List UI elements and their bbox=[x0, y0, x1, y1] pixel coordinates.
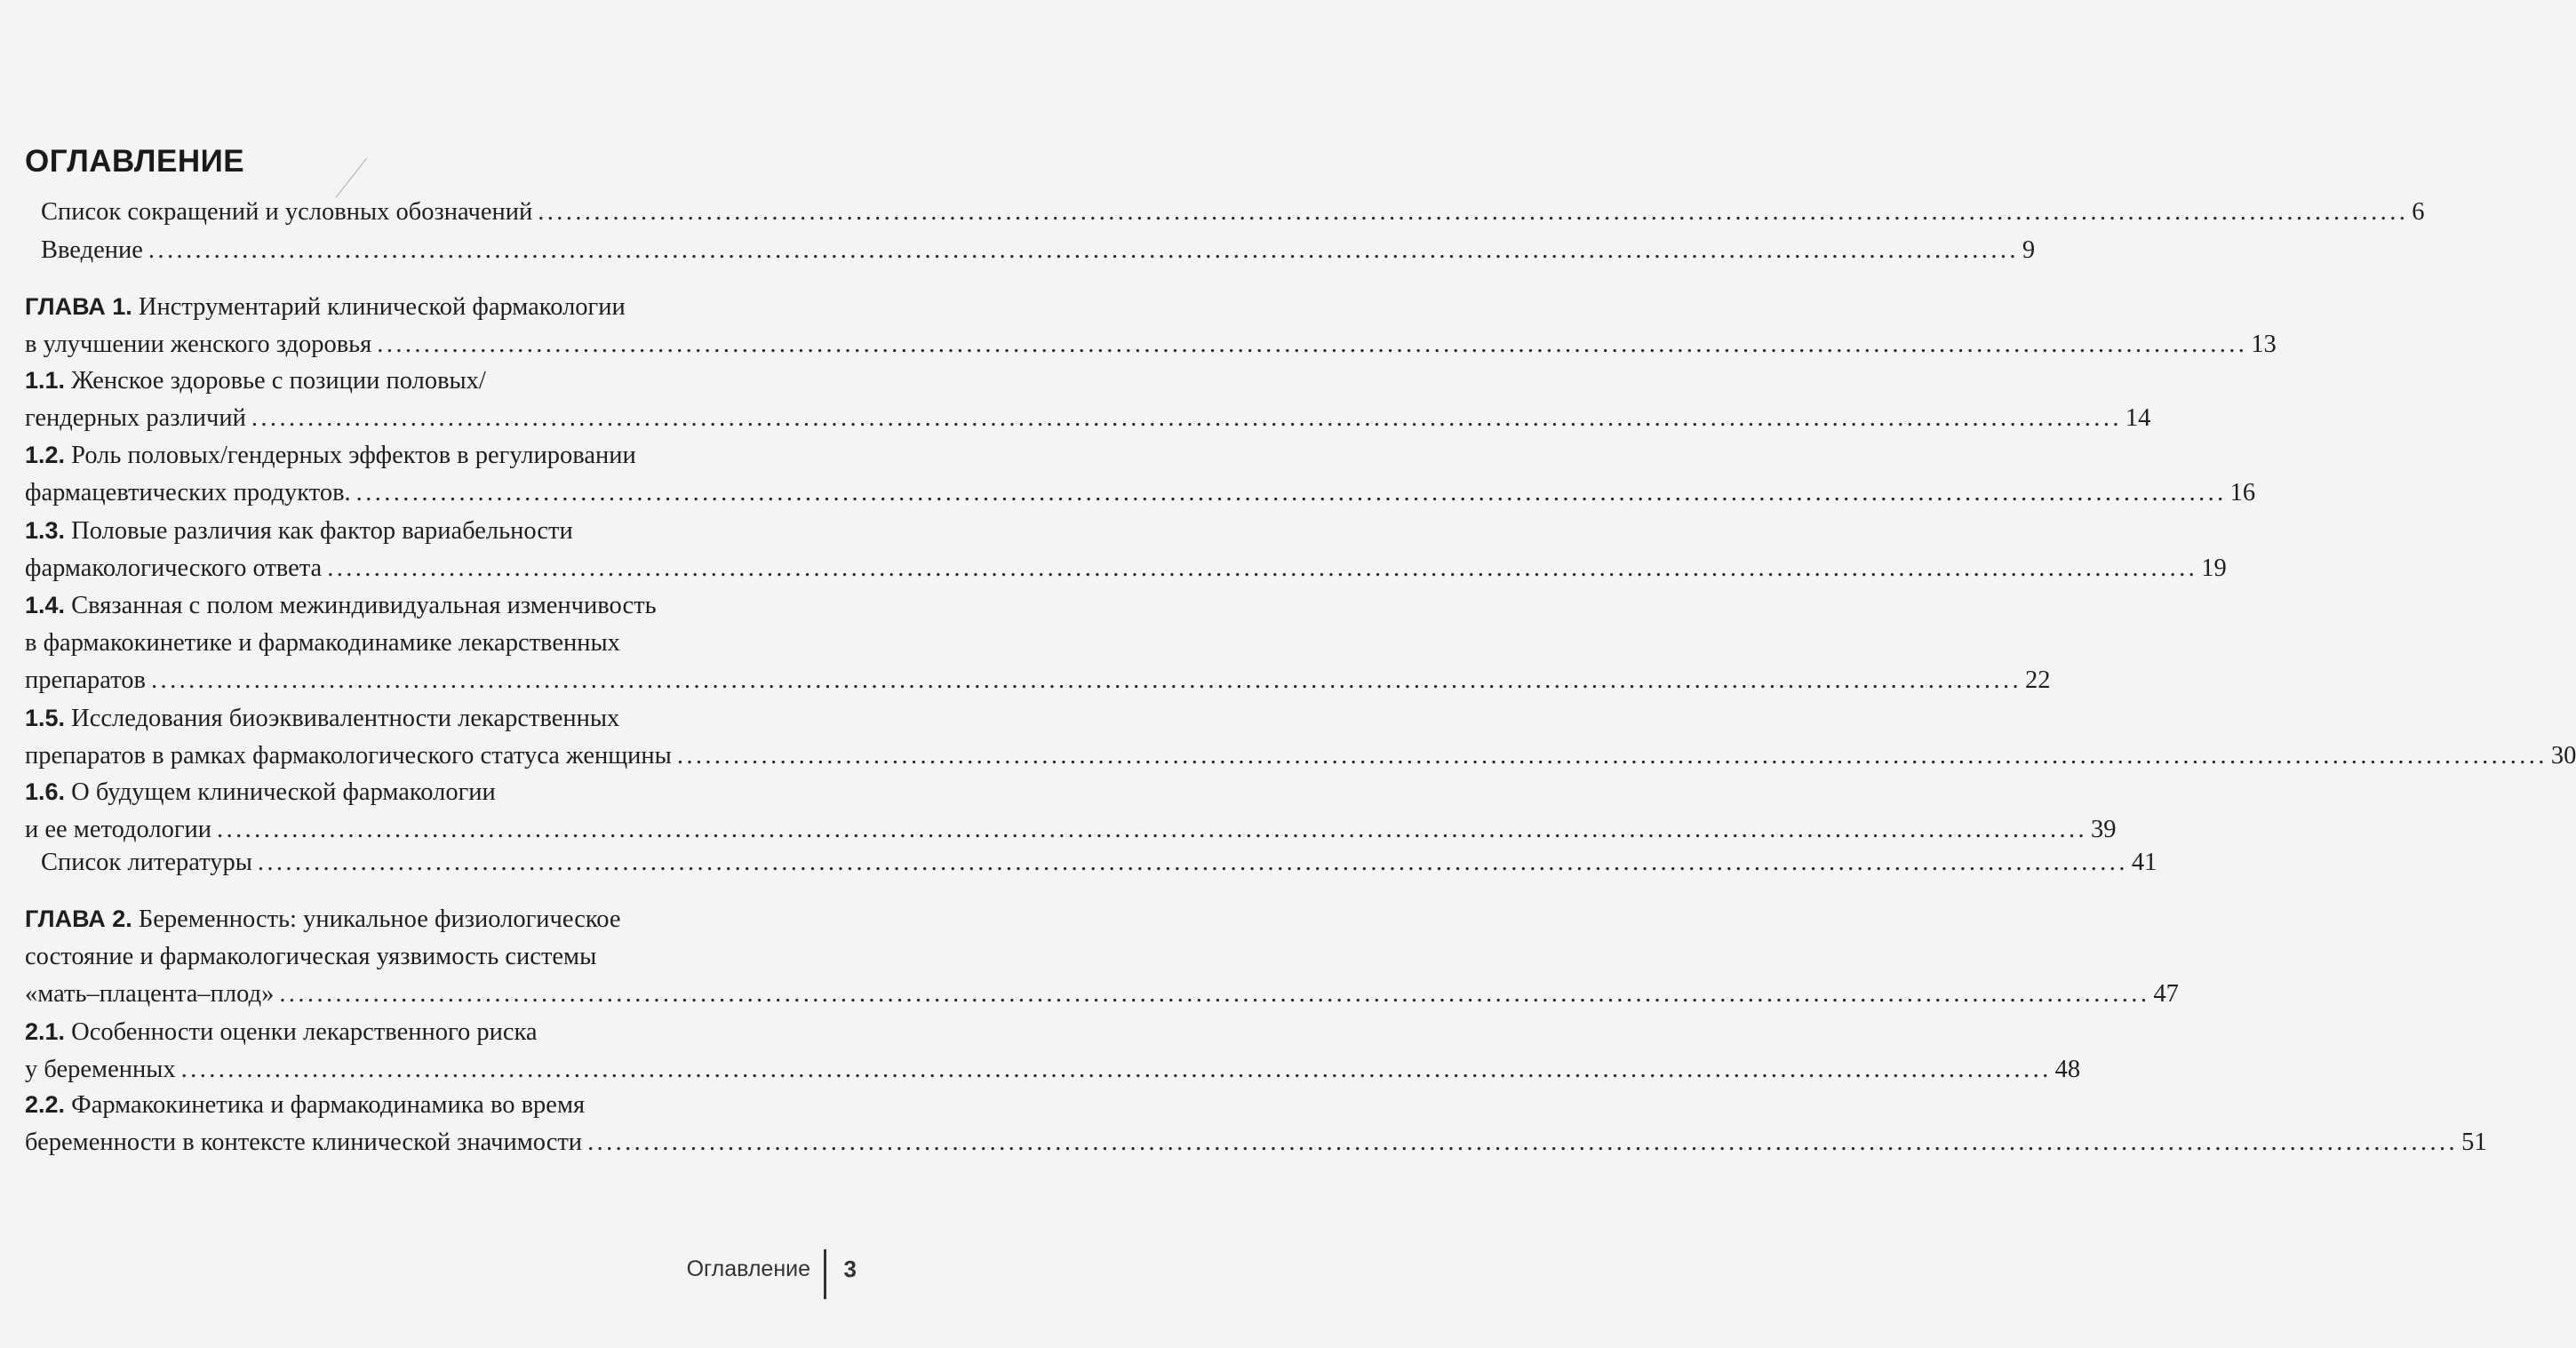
toc-entry-number: 1.3. bbox=[25, 517, 66, 544]
toc-entry-title: беременности в контексте клинической значимости bbox=[25, 1129, 583, 1156]
toc-entry-line bbox=[25, 625, 835, 662]
toc-entry-last-line bbox=[25, 232, 2036, 269]
toc-entry-line bbox=[25, 938, 835, 976]
dot-leader: ........................................................................................................................................................................................................ bbox=[217, 816, 2088, 843]
toc-entry-last-line bbox=[25, 550, 2227, 587]
toc-entry-title: и ее методологии bbox=[25, 816, 212, 843]
toc-entry[interactable] bbox=[25, 362, 2151, 437]
toc-entry-number: ГЛАВА 1. bbox=[25, 293, 132, 320]
toc-entry-last-line bbox=[25, 662, 2051, 699]
toc-entry-last-line bbox=[25, 400, 2151, 437]
toc-entry-number: 1.5. bbox=[25, 705, 66, 731]
toc-entry-line bbox=[25, 436, 835, 475]
toc-entry-last-line bbox=[25, 1124, 2487, 1161]
toc-entry-page: 39 bbox=[2091, 816, 2117, 843]
toc-entry-page: 19 bbox=[2201, 554, 2227, 582]
toc-entry[interactable] bbox=[25, 773, 2117, 849]
toc-entry-line bbox=[25, 362, 835, 400]
toc-entry-title: Исследования биоэквивалентности лекарственных bbox=[71, 705, 620, 732]
dot-leader: ........................................................................................................................................................................................................ bbox=[251, 404, 2122, 432]
toc-entry-title: Введение bbox=[41, 236, 143, 264]
toc-entry-page: 9 bbox=[2022, 236, 2036, 264]
toc-entry-last-line bbox=[25, 326, 2277, 363]
toc-entry-title: гендерных различий bbox=[25, 404, 246, 432]
toc-entry-title: «мать–плацента–плод» bbox=[25, 980, 275, 1008]
toc-entry-last-line bbox=[25, 475, 2256, 512]
toc-entry-line bbox=[25, 1013, 835, 1051]
toc-entry-title: у беременных bbox=[25, 1056, 176, 1083]
toc-entry-title: Женское здоровье с позиции половых/ bbox=[71, 367, 486, 395]
toc-entry-last-line bbox=[25, 194, 2425, 231]
toc-entry-page: 47 bbox=[2153, 980, 2179, 1008]
toc-entry-title: Беременность: уникальное физиологическое bbox=[138, 905, 621, 933]
toc-entry[interactable] bbox=[25, 512, 2227, 587]
toc-entry[interactable] bbox=[25, 699, 2576, 775]
toc-entry-last-line bbox=[25, 738, 2576, 775]
page-number: 3 bbox=[843, 1256, 857, 1282]
toc-entry[interactable] bbox=[25, 1013, 2081, 1089]
toc-entry-title: фармацевтических продуктов. bbox=[25, 479, 351, 506]
toc-entry-title: Особенности оценки лекарственного риска bbox=[71, 1018, 538, 1046]
toc-entry-page: 6 bbox=[2412, 198, 2425, 226]
toc-entry-title: Половые различия как фактор вариабельности bbox=[71, 517, 573, 545]
toc-entry-number: 1.4. bbox=[25, 592, 66, 618]
dot-leader: ........................................................................................................................................................................................................ bbox=[538, 198, 2409, 226]
dot-leader: ........................................................................................................................................................................................................ bbox=[257, 849, 2128, 876]
toc-entry-page: 48 bbox=[2054, 1056, 2081, 1083]
toc-entry-number: 1.6. bbox=[25, 778, 66, 805]
dot-leader: ........................................................................................................................................................................................................ bbox=[377, 331, 2248, 358]
toc-entry-page: 16 bbox=[2229, 479, 2256, 506]
toc-title: ОГЛАВЛЕНИЕ bbox=[25, 144, 245, 179]
dot-leader: ........................................................................................................................................................................................................ bbox=[676, 742, 2548, 770]
dot-leader: ........................................................................................................................................................................................................ bbox=[355, 479, 2227, 506]
toc-entry-line bbox=[25, 586, 835, 625]
toc-entry-title: Список сокращений и условных обозначений bbox=[41, 198, 533, 226]
toc-entry[interactable] bbox=[25, 194, 2425, 231]
toc-entry-page: 41 bbox=[2131, 849, 2157, 876]
toc-entry-title: препаратов в рамках фармакологического статуса женщины bbox=[25, 742, 672, 770]
toc-entry-line bbox=[25, 1086, 835, 1124]
toc-entry[interactable] bbox=[25, 436, 2256, 512]
toc-entry-last-line bbox=[25, 844, 2157, 881]
toc-entry-line bbox=[25, 288, 835, 326]
toc-entry-number: 1.2. bbox=[25, 442, 66, 468]
dot-leader: ........................................................................................................................................................................................................ bbox=[148, 236, 2019, 264]
toc-entry-title: препаратов bbox=[25, 666, 147, 694]
toc-entry[interactable] bbox=[25, 232, 2036, 269]
toc-entry-title: Инструментарий клинической фармакологии bbox=[138, 293, 626, 321]
toc-entry-title: О будущем клинической фармакологии bbox=[71, 778, 496, 806]
toc-entry[interactable] bbox=[25, 900, 2179, 1013]
toc-entry-last-line bbox=[25, 811, 2117, 849]
toc-entry-page: 30 bbox=[2550, 742, 2576, 770]
toc-entry-title: в улучшении женского здоровья bbox=[25, 331, 372, 358]
toc-entry[interactable] bbox=[25, 1086, 2487, 1161]
footer-divider bbox=[824, 1249, 826, 1299]
page-footer bbox=[658, 1244, 862, 1297]
toc-entry-line bbox=[25, 900, 835, 938]
toc-entry-number: 1.1. bbox=[25, 367, 66, 394]
toc-entry[interactable] bbox=[25, 288, 2277, 363]
dot-leader: ........................................................................................................................................................................................................ bbox=[327, 554, 2198, 582]
toc-entry-number: 2.1. bbox=[25, 1018, 66, 1045]
toc-entry-page: 14 bbox=[2125, 404, 2151, 432]
toc-entry-title: Фармакокинетика и фармакодинамика во время bbox=[71, 1091, 586, 1119]
dot-leader: ........................................................................................................................................................................................................ bbox=[151, 666, 2022, 694]
toc-entry-number: 2.2. bbox=[25, 1091, 66, 1118]
dot-leader: ........................................................................................................................................................................................................ bbox=[587, 1129, 2459, 1156]
toc-entry-title: Список литературы bbox=[41, 849, 252, 876]
toc-entry-title: фармакологического ответа bbox=[25, 554, 323, 582]
toc-entry-line bbox=[25, 773, 835, 811]
toc-entry-number: ГЛАВА 2. bbox=[25, 905, 132, 932]
toc-entry-last-line bbox=[25, 976, 2179, 1013]
dot-leader: ........................................................................................................................................................................................................ bbox=[180, 1056, 2052, 1083]
toc-entry-line bbox=[25, 699, 835, 738]
toc-entry[interactable] bbox=[25, 844, 2157, 881]
toc-entry-title: в фармакокинетике и фармакодинамике лекарственных bbox=[25, 629, 620, 657]
page-crease bbox=[336, 158, 367, 198]
toc-entry-title: Связанная с полом межиндивидуальная изменчивость bbox=[71, 592, 657, 619]
toc-entry-line bbox=[25, 512, 835, 550]
toc-entry-title: состояние и фармакологическая уязвимость системы bbox=[25, 943, 597, 970]
running-header-label: Оглавление bbox=[686, 1256, 810, 1281]
dot-leader: ........................................................................................................................................................................................................ bbox=[279, 980, 2150, 1008]
toc-entry-last-line bbox=[25, 1051, 2081, 1089]
toc-entry-page: 13 bbox=[2251, 331, 2277, 358]
toc-entry-page: 22 bbox=[2025, 666, 2051, 694]
toc-entry-title: Роль половых/гендерных эффектов в регулировании bbox=[71, 442, 636, 469]
toc-entry[interactable] bbox=[25, 586, 2051, 699]
toc-entry-page: 51 bbox=[2461, 1129, 2487, 1156]
